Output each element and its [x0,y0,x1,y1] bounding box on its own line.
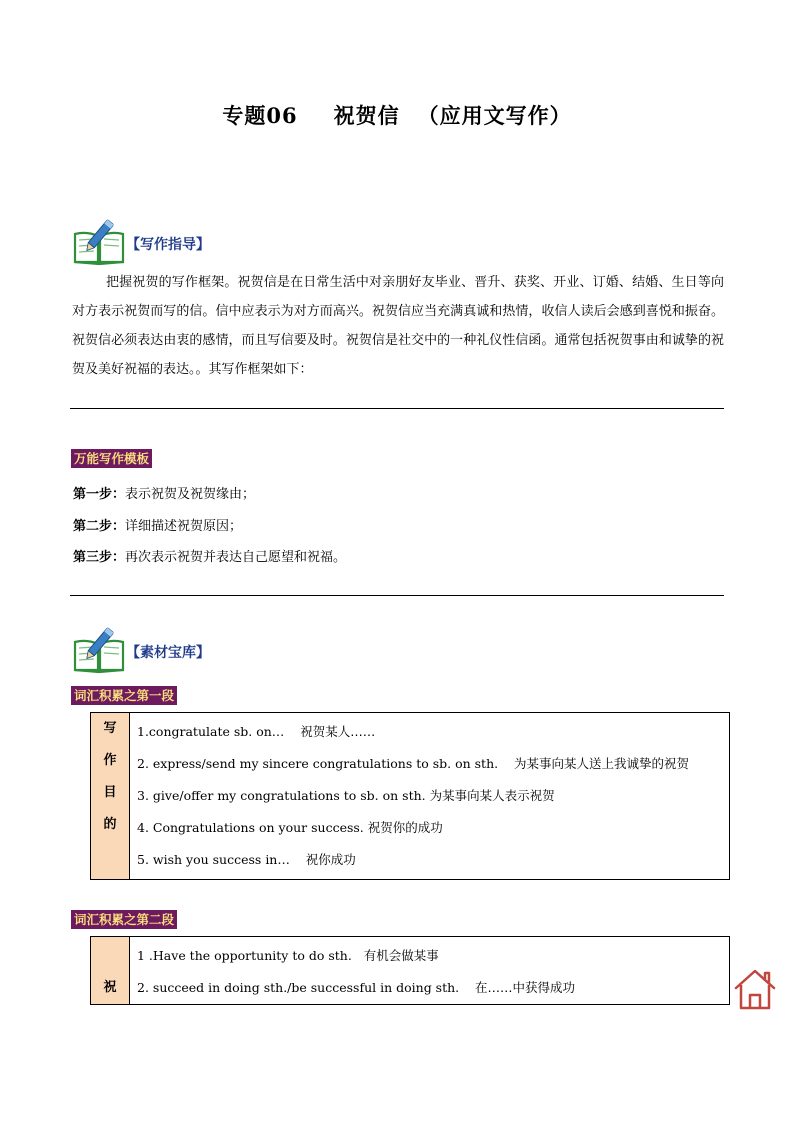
vocab-cn: 在……中获得成功 [475,980,576,995]
vocab-cn: 祝贺你的成功 [367,820,443,835]
vocab-row [137,940,729,972]
vocab-en: 4. Congratulations on your success. [137,820,364,835]
step-text: 详细描述祝贺原因； [125,519,243,534]
step-text: 表示祝贺及祝贺缘由； [125,487,256,502]
vocab1-content [130,713,730,880]
title-sub: （应用文写作） [417,103,572,128]
vocab-en: 2. express/send my sincere congratulations to sb. on sth. [137,756,499,771]
home-icon[interactable] [732,966,778,1012]
step-1 [73,483,255,502]
side-char: 作 [103,753,117,768]
step-label: 第三步： [73,550,126,565]
vocab-cn: 祝你成功 [305,852,356,867]
vocab-en: 2. succeed in doing sth./be successful in doing sth. [137,980,460,995]
book-pen-icon [72,626,126,674]
vocab-cn: 为某事向某人送上我诚挚的祝贺 [514,756,690,771]
side-char: 目 [103,785,117,800]
vocab-cn: 有机会做某事 [363,948,439,963]
step-label: 第一步： [73,487,126,502]
template-tag: 万能写作模板 [71,449,152,468]
guide-paragraph: 把握祝贺的写作框架。祝贺信是在日常生活中对亲朋好友毕业、晋升、获奖、开业、订婚、结婚、生日等向对方表示祝贺而写的信。信中应表示为对方而高兴。祝贺信应当充满真诚和热情，收信人读后会感到喜悦和振奋。祝贺信必须表达由衷的感情，而且写信要及时。祝贺信是社交中的一种礼仪性信函。通常包括祝贺事由和诚挚的祝贺及美好祝福的表达。。其写作框架如下： [72,275,724,377]
vocab-row [137,844,729,876]
vocab2-table [90,936,730,1005]
step-text: 再次表示祝贺并表达自己愿望和祝福。 [125,550,347,565]
vocab-en: 1 .Have the opportunity to do sth. [137,948,352,963]
vocab-row [137,716,729,748]
vocab2-content [130,937,730,1005]
vocab-en: 3. give/offer my congratulations to sb. on sth. [137,788,426,803]
side-char: 写 [103,721,117,736]
vocab-cn: 祝贺某人…… [300,724,376,739]
divider [70,595,724,596]
divider [70,408,724,409]
book-pen-icon [72,218,126,266]
step-label: 第二步： [73,519,126,534]
vocab-row [137,812,729,844]
vocab-cn: 为某事向某人表示祝贺 [429,788,555,803]
vocab-en: 1.congratulate sb. on… [137,724,285,739]
side-char: 祝 [103,980,117,995]
page-title [0,100,794,130]
vocab-row [137,748,729,780]
step-2 [73,515,242,534]
vocab-row [137,780,729,812]
vocab2-tag: 词汇积累之第二段 [71,910,177,929]
vocab1-table [90,712,730,880]
side-char: 的 [103,817,117,832]
title-main: 祝贺信 [333,103,400,128]
title-topic: 专题06 [222,103,298,128]
guide-label: 【写作指导】 [126,237,210,253]
vocab1-tag: 词汇积累之第一段 [71,686,177,705]
vocab-en: 5. wish you success in… [137,852,290,867]
material-label: 【素材宝库】 [126,645,210,661]
step-3 [73,546,346,565]
vocab2-side [91,937,130,1005]
vocab-row [137,972,729,1004]
vocab1-side [91,713,130,880]
